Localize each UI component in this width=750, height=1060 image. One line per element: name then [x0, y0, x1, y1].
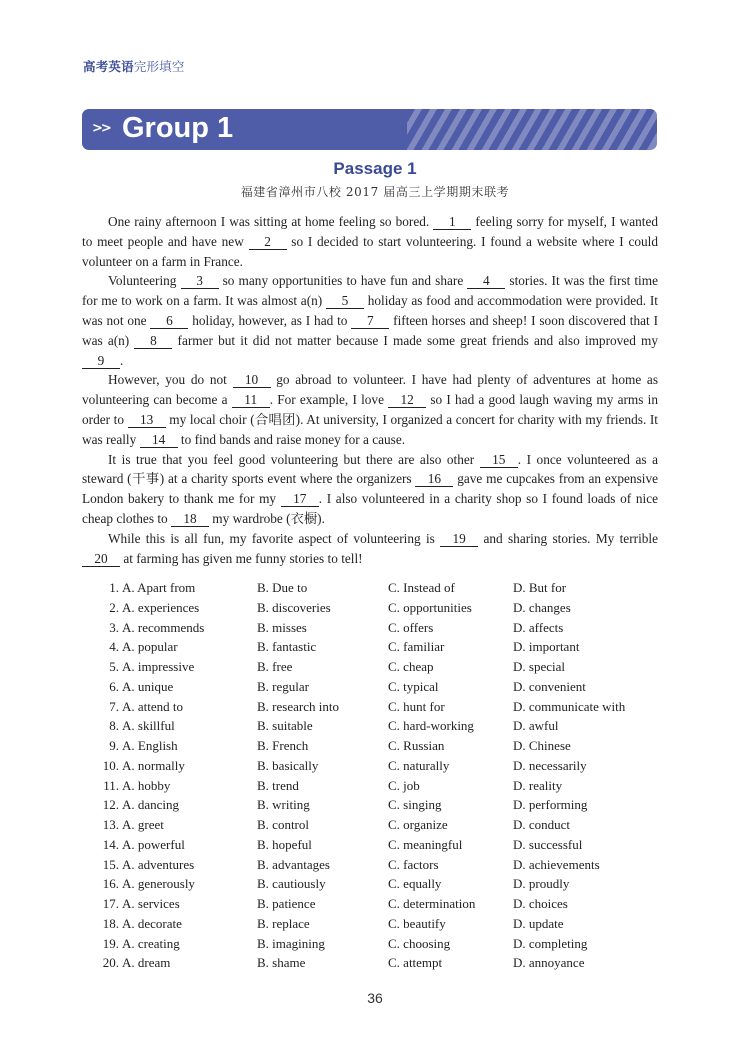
question-number: 12. — [102, 797, 119, 813]
option-c: C. Russian — [388, 738, 445, 753]
option-d: D. awful — [513, 718, 559, 734]
option-a: A. decorate — [122, 915, 182, 931]
question-number: 17. — [102, 896, 119, 911]
option-d: D. performing — [513, 797, 588, 813]
option-d: D. changes — [513, 599, 571, 615]
option-c: C. typical — [388, 678, 439, 694]
blank-19: 19 — [440, 531, 478, 547]
option-a: A. skillful — [122, 718, 175, 734]
option-b: B. control — [257, 817, 309, 832]
option-c: C. organize — [388, 817, 448, 832]
option-row — [82, 618, 658, 638]
passage-text: gave me cupcakes from an expensive London bakery to thank me for my — [82, 471, 658, 507]
option-d: D. conduct — [513, 817, 571, 832]
option-c: C. familiar — [388, 639, 445, 655]
paragraph — [82, 271, 658, 370]
passage-text: . — [120, 352, 124, 368]
option-d: D. achievements — [513, 856, 600, 872]
option-b: B. shame — [257, 955, 306, 971]
option-b: B. basically — [257, 757, 319, 773]
blank-3: 3 — [181, 273, 219, 289]
option-row — [82, 934, 658, 954]
passage-text: at farming has given me funny stories to tell! — [120, 550, 363, 566]
option-row — [82, 657, 658, 677]
option-row — [82, 756, 658, 776]
question-number: 3. — [109, 619, 119, 635]
option-d: D. special — [513, 659, 565, 674]
question-number: 8. — [109, 718, 119, 734]
paragraph — [82, 529, 658, 569]
option-a: A. dancing — [122, 797, 180, 813]
blank-4: 4 — [467, 273, 505, 289]
passage-text: Volunteering — [108, 273, 181, 289]
option-b: B. suitable — [257, 718, 313, 734]
passage-text: stories. It was the first time for me to work on a farm. It was almost a(n) — [82, 273, 658, 309]
option-d: D. convenient — [513, 678, 586, 694]
question-number: 14. — [102, 836, 119, 852]
blank-5: 5 — [326, 293, 364, 309]
passage-text: to find bands and raise money for a cause. — [177, 431, 406, 447]
group-title: Group 1 — [122, 112, 234, 144]
blank-20: 20 — [82, 551, 120, 567]
option-d: D. But for — [513, 580, 567, 595]
question-number: 2. — [109, 599, 119, 615]
passage-text: go abroad to volunteer. I have had plenty of adventures at home as volunteering can become a — [82, 372, 658, 408]
option-c: C. attempt — [388, 955, 443, 971]
double-chevron-icon: >> — [92, 121, 110, 136]
option-b: B. fantastic — [257, 639, 317, 655]
option-a: A. hobby — [122, 777, 171, 793]
question-number: 4. — [109, 639, 119, 655]
passage-text: my local choir (合唱团). At university, I organized a concert for charity with my friends. It was really — [82, 411, 658, 447]
option-b: B. hopeful — [257, 836, 312, 852]
option-d: D. Chinese — [513, 738, 571, 753]
passage-text: my wardrobe (衣橱). — [208, 510, 325, 526]
option-a: A. greet — [122, 817, 164, 832]
question-number: 10. — [102, 757, 119, 773]
option-a: A. popular — [122, 639, 178, 655]
option-a: A. services — [122, 896, 180, 911]
blank-2: 2 — [249, 234, 287, 250]
passage-text: so I had a good laugh waving my arms in order to — [82, 392, 658, 427]
passage-text: fifteen horses and sheep! I soon discovered that I was a(n) — [82, 312, 658, 348]
option-row — [82, 894, 658, 914]
group-banner — [82, 109, 657, 150]
option-d: D. affects — [513, 619, 564, 635]
option-a: A. impressive — [122, 659, 195, 674]
option-b: B. cautiously — [257, 876, 326, 892]
passage-text: While this is all fun, my favorite aspect of volunteering is — [108, 530, 441, 546]
option-a: A. adventures — [122, 856, 195, 872]
option-c: C. hard-working — [388, 718, 474, 734]
page-number: 36 — [367, 990, 383, 1006]
blank-11: 11 — [232, 392, 270, 408]
option-b: B. replace — [257, 915, 310, 931]
option-a: A. Apart from — [122, 580, 196, 595]
option-c: C. singing — [388, 797, 442, 813]
option-d: D. communicate with — [513, 698, 626, 714]
running-head-bold: 高考英语 — [83, 59, 134, 74]
option-c: C. naturally — [388, 757, 450, 773]
running-head — [83, 57, 185, 75]
option-a: A. attend to — [122, 698, 184, 714]
option-b: B. Due to — [257, 580, 308, 595]
option-c: C. hunt for — [388, 698, 445, 714]
option-c: C. determination — [388, 896, 476, 911]
question-number: 5. — [109, 659, 119, 674]
passage-title: Passage 1 — [333, 159, 417, 178]
question-number: 19. — [102, 935, 119, 951]
blank-13: 13 — [128, 412, 166, 428]
passage-text: It is true that you feel good volunteering but there are also other — [108, 451, 480, 467]
option-row — [82, 637, 658, 657]
blank-10: 10 — [233, 372, 271, 388]
blank-7: 7 — [351, 313, 389, 329]
blank-18: 18 — [171, 511, 209, 527]
question-number: 9. — [109, 738, 119, 753]
option-c: C. meaningful — [388, 836, 463, 852]
option-c: C. job — [388, 777, 420, 793]
option-a: A. dream — [122, 955, 171, 971]
paragraph — [82, 212, 658, 271]
blank-9: 9 — [82, 353, 120, 369]
option-row — [82, 736, 658, 756]
option-b: B. regular — [257, 678, 309, 694]
option-row — [82, 953, 658, 973]
blank-1: 1 — [433, 214, 471, 230]
option-d: D. proudly — [513, 876, 570, 892]
option-row — [82, 835, 658, 855]
blank-15: 15 — [480, 452, 518, 468]
option-a: A. generously — [122, 876, 195, 892]
option-b: B. writing — [257, 797, 310, 813]
passage-source: 福建省漳州市八校 2017 届高三上学期期末联考 — [240, 185, 510, 199]
option-row — [82, 795, 658, 815]
question-number: 18. — [102, 915, 119, 931]
option-d: D. choices — [513, 896, 568, 911]
passage-body — [82, 212, 658, 568]
passage-text: holiday, however, as I had to — [188, 312, 352, 328]
option-row — [82, 855, 658, 875]
option-b: B. French — [257, 738, 309, 753]
option-row — [82, 815, 658, 835]
option-a: A. powerful — [122, 836, 185, 852]
passage-text: farmer but it did not matter because I made some great friends and also improved my — [172, 332, 658, 348]
running-head-rest: 完形填空 — [133, 59, 185, 74]
option-b: B. free — [257, 659, 293, 674]
option-row — [82, 914, 658, 934]
option-c: C. offers — [388, 619, 434, 635]
option-d: D. annoyance — [513, 955, 585, 971]
option-row — [82, 697, 658, 717]
option-c: C. beautify — [388, 915, 446, 931]
option-a: A. normally — [122, 757, 185, 773]
banner-stripes — [407, 109, 657, 150]
question-number: 6. — [109, 678, 119, 694]
passage-text: and sharing stories. My terrible — [478, 530, 659, 546]
option-b: B. advantages — [257, 856, 330, 872]
question-number: 11. — [103, 777, 119, 793]
question-number: 15. — [102, 856, 119, 872]
passage-text: holiday as food and accommodation were provided. It was not one — [82, 293, 658, 328]
option-c: C. cheap — [388, 659, 434, 674]
option-d: D. necessarily — [513, 757, 587, 773]
passage-text: . I once volunteered as a steward (干事) at a charity sports event where the organizers — [82, 451, 658, 487]
option-c: C. equally — [388, 876, 442, 892]
option-d: D. important — [513, 639, 580, 655]
question-number: 7. — [109, 698, 119, 714]
question-number: 13. — [102, 817, 119, 832]
paragraph — [82, 450, 658, 529]
option-d: D. update — [513, 915, 564, 931]
passage-text: so I decided to start volunteering. I found a website where I could volunteer on a farm in France. — [82, 233, 658, 269]
blank-14: 14 — [140, 432, 178, 448]
option-a: A. experiences — [122, 599, 200, 615]
passage-text: However, you do not — [108, 372, 233, 388]
blank-8: 8 — [134, 333, 172, 349]
option-row — [82, 598, 658, 618]
option-c: C. Instead of — [388, 580, 455, 595]
option-row — [82, 716, 658, 736]
option-c: C. choosing — [388, 935, 451, 951]
option-b: B. discoveries — [257, 599, 331, 615]
blank-17: 17 — [281, 491, 319, 507]
passage-text: . I also volunteered in a charity shop so I found loads of nice cheap clothes to — [82, 491, 658, 526]
option-a: A. English — [122, 738, 178, 753]
option-row — [82, 578, 658, 598]
question-number: 1. — [109, 580, 119, 595]
blank-16: 16 — [415, 471, 453, 487]
option-a: A. recommends — [122, 619, 205, 635]
option-row — [82, 677, 658, 697]
blank-6: 6 — [150, 313, 188, 329]
passage-text: so many opportunities to have fun and share — [218, 273, 468, 289]
option-row — [82, 874, 658, 894]
option-d: D. reality — [513, 777, 563, 793]
option-c: C. opportunities — [388, 599, 472, 615]
passage-text: . For example, I love — [269, 392, 389, 408]
passage-text: feeling sorry for myself, I wanted to meet people and have new — [82, 214, 658, 249]
passage-text: One rainy afternoon I was sitting at home feeling so bored. — [108, 214, 434, 229]
option-d: D. successful — [513, 836, 583, 852]
paragraph — [82, 370, 658, 449]
option-d: D. completing — [513, 935, 588, 951]
option-b: B. misses — [257, 619, 307, 635]
option-b: B. imagining — [257, 935, 325, 951]
option-b: B. patience — [257, 896, 316, 911]
option-row — [82, 776, 658, 796]
blank-12: 12 — [388, 392, 426, 408]
option-a: A. creating — [122, 935, 180, 951]
question-number: 20. — [102, 955, 119, 971]
option-a: A. unique — [122, 678, 174, 694]
question-number: 16. — [102, 876, 119, 892]
option-b: B. research into — [257, 698, 339, 714]
option-c: C. factors — [388, 856, 439, 872]
options-list — [82, 578, 658, 973]
option-b: B. trend — [257, 777, 299, 793]
